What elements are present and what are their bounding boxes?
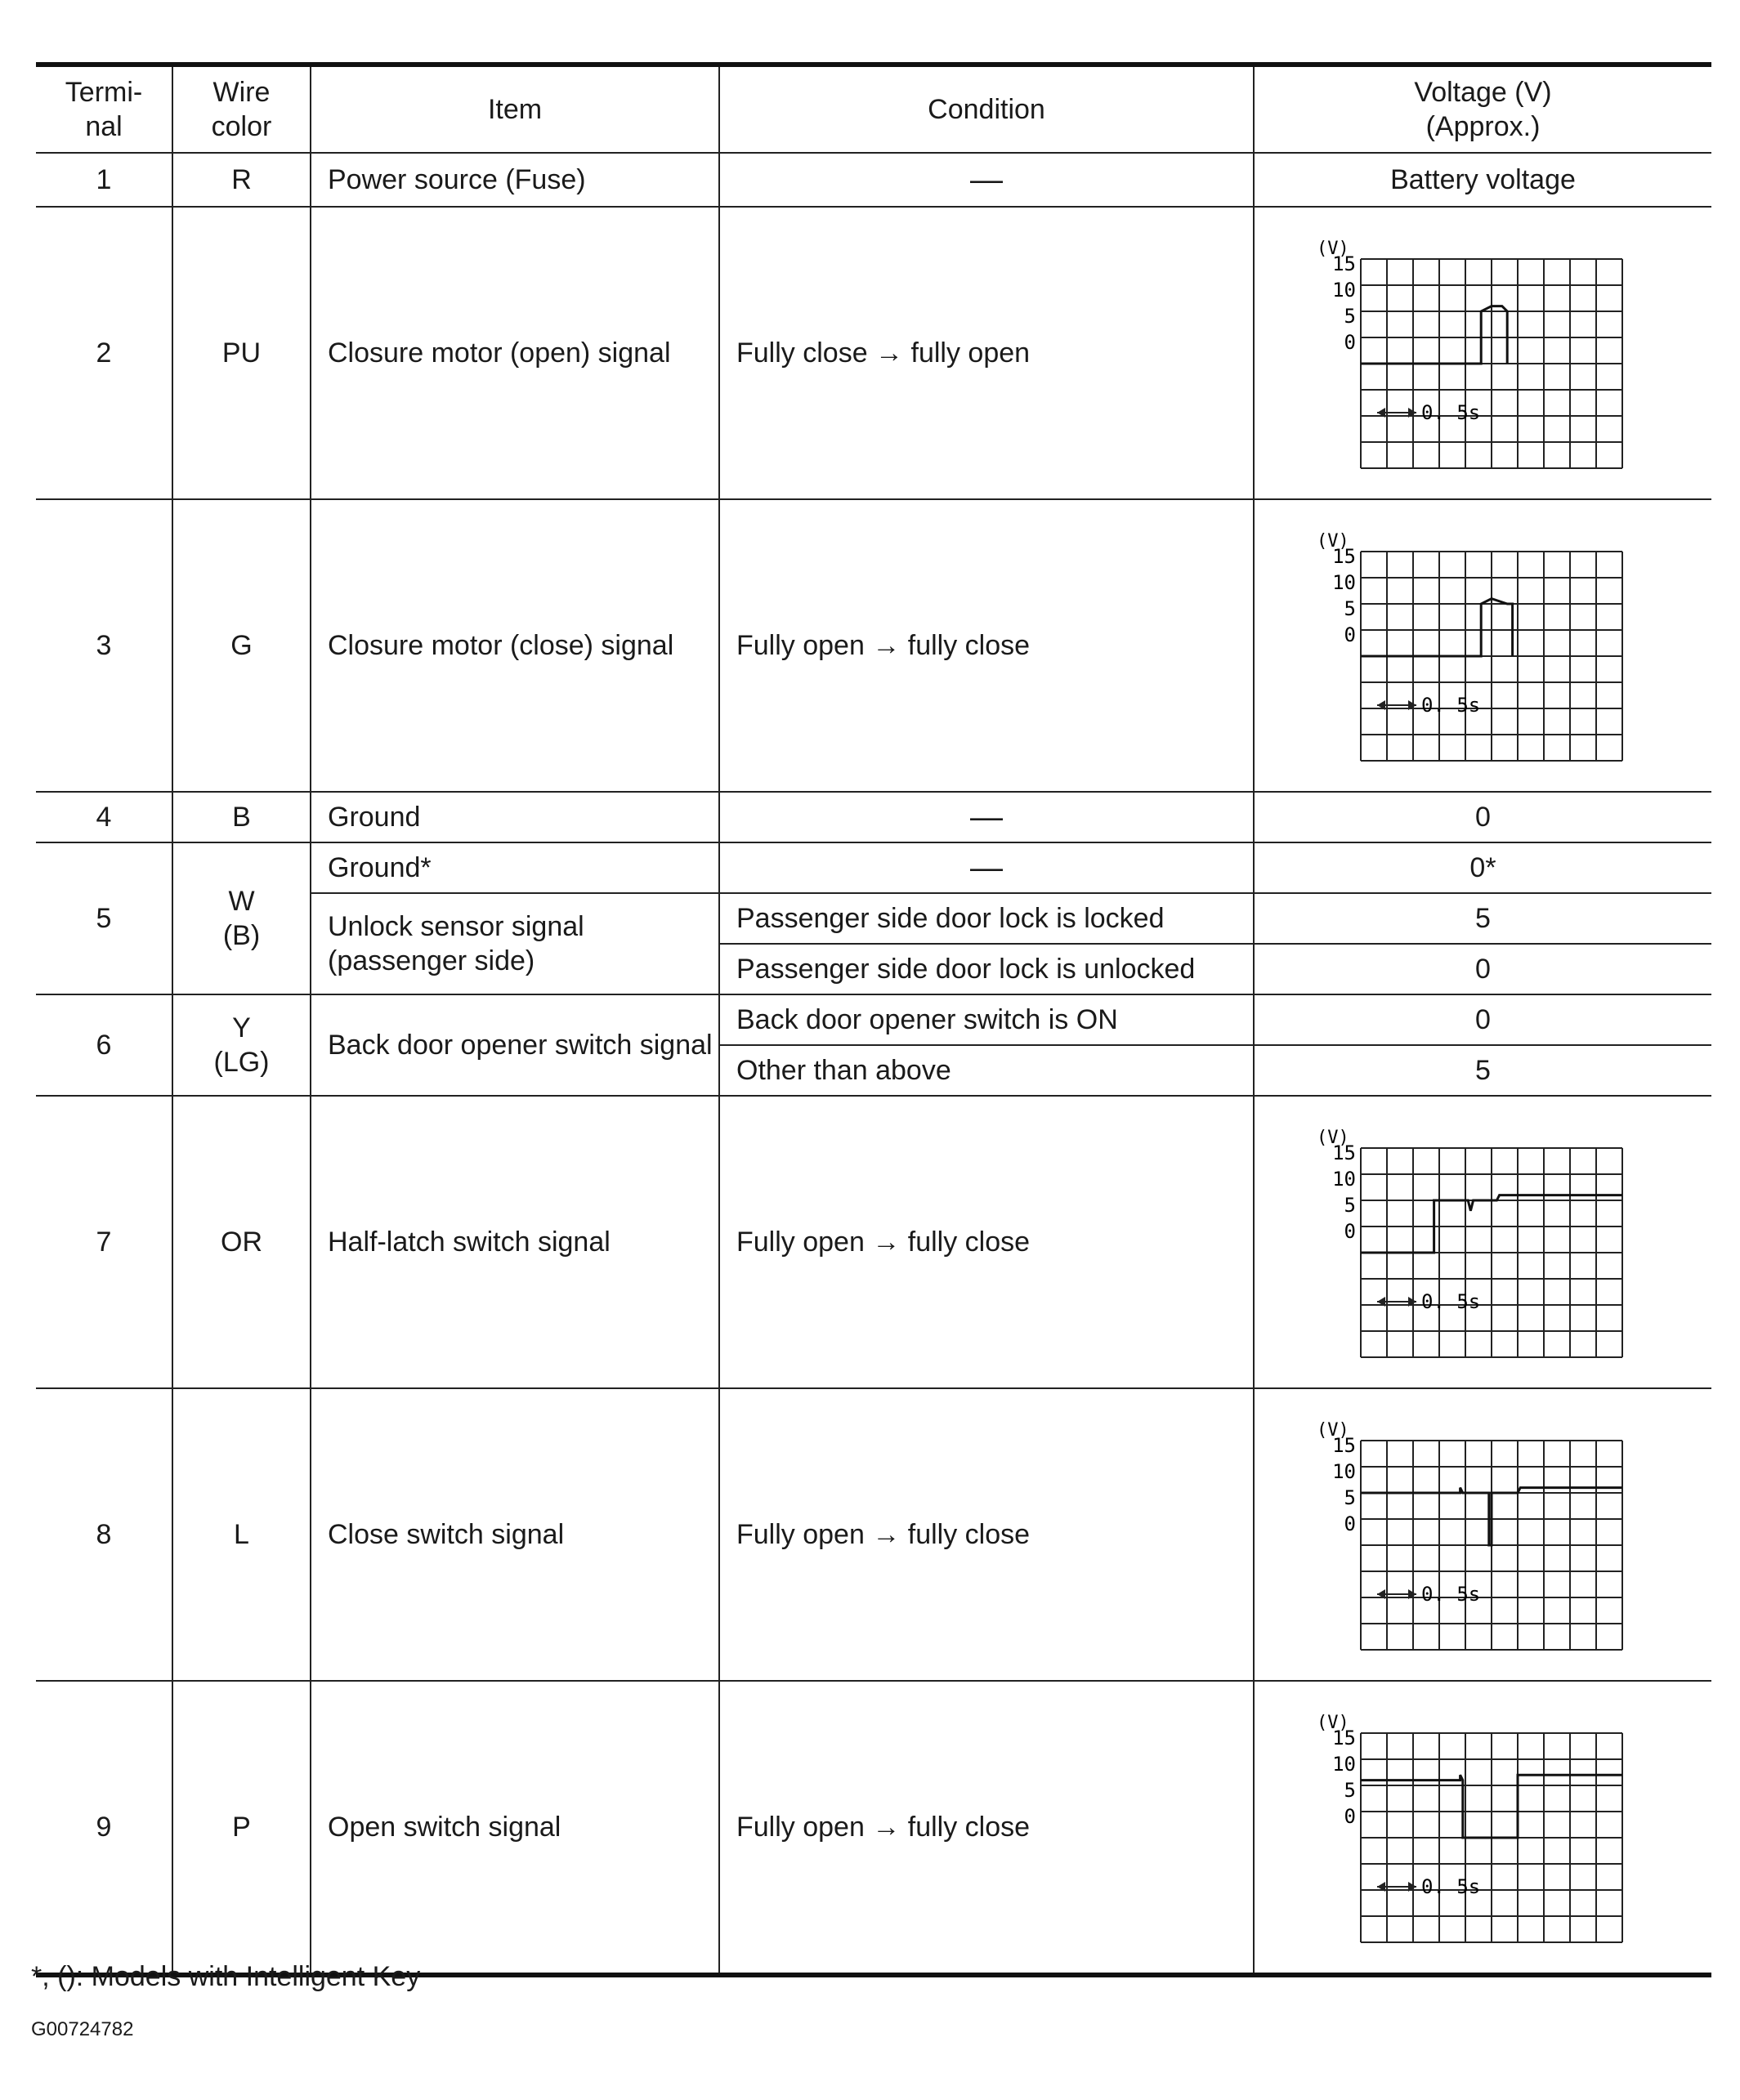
wire-color-cell: B bbox=[172, 792, 311, 842]
terminal-cell: 1 bbox=[36, 153, 172, 207]
axis-tick-label: 10 bbox=[1331, 571, 1356, 594]
axis-tick-label: 5 bbox=[1344, 597, 1356, 620]
condition-cell: — bbox=[719, 153, 1254, 207]
waveform-scope bbox=[1312, 235, 1655, 471]
header-voltage: Voltage (V) (Approx.) bbox=[1254, 65, 1711, 153]
axis-tick-label: 15 bbox=[1331, 1434, 1356, 1457]
table-row bbox=[36, 499, 1711, 792]
condition-cell: Passenger side door lock is unlocked bbox=[719, 944, 1254, 994]
item-cell: Close switch signal bbox=[311, 1388, 719, 1681]
axis-unit-label: (V) bbox=[1316, 531, 1349, 552]
wire-color-cell: G bbox=[172, 499, 311, 792]
item-cell: Back door opener switch signal bbox=[311, 994, 719, 1096]
axis-tick-label: 15 bbox=[1331, 1142, 1356, 1164]
table-row bbox=[36, 994, 1711, 1045]
voltage-waveform-cell bbox=[1254, 1681, 1711, 1975]
condition-cell: Fully open → fully close bbox=[719, 1681, 1254, 1975]
axis-unit-label: (V) bbox=[1316, 1420, 1349, 1441]
terminal-table bbox=[36, 62, 1711, 1977]
condition-cell: Fully open → fully close bbox=[719, 1096, 1254, 1388]
item-cell: Open switch signal bbox=[311, 1681, 719, 1975]
axis-tick-label: 10 bbox=[1331, 279, 1356, 302]
waveform-trace bbox=[1361, 599, 1513, 656]
table-row bbox=[36, 1096, 1711, 1388]
waveform-trace bbox=[1361, 306, 1507, 364]
item-cell: Ground* bbox=[311, 842, 719, 893]
terminal-cell: 5 bbox=[36, 842, 172, 994]
time-div-label: 0. 5s bbox=[1420, 1290, 1480, 1313]
voltage-waveform-cell bbox=[1254, 499, 1711, 792]
axis-tick-label: 0 bbox=[1344, 1805, 1356, 1828]
condition-cell: Passenger side door lock is locked bbox=[719, 893, 1254, 944]
terminal-cell: 3 bbox=[36, 499, 172, 792]
header-wire-color: Wire color bbox=[172, 65, 311, 153]
axis-tick-label: 15 bbox=[1331, 1727, 1356, 1749]
item-cell: Power source (Fuse) bbox=[311, 153, 719, 207]
waveform-scope bbox=[1312, 1416, 1655, 1653]
wire-color-cell: R bbox=[172, 153, 311, 207]
condition-cell: Fully open → fully close bbox=[719, 499, 1254, 792]
waveform-scope bbox=[1312, 527, 1655, 764]
header-condition: Condition bbox=[719, 65, 1254, 153]
figure-code: G00724782 bbox=[31, 2018, 134, 2040]
axis-tick-label: 15 bbox=[1331, 545, 1356, 568]
wire-color-cell: L bbox=[172, 1388, 311, 1681]
waveform-scope bbox=[1312, 1709, 1655, 1946]
axis-tick-label: 0 bbox=[1344, 1220, 1356, 1243]
axis-tick-label: 10 bbox=[1331, 1460, 1356, 1483]
wire-color-cell: W (B) bbox=[172, 842, 311, 994]
condition-cell: Fully open → fully close bbox=[719, 1388, 1254, 1681]
item-cell: Ground bbox=[311, 792, 719, 842]
item-cell: Unlock sensor signal (passenger side) bbox=[311, 893, 719, 994]
table-row bbox=[36, 842, 1711, 893]
axis-unit-label: (V) bbox=[1316, 239, 1349, 259]
voltage-cell: 0 bbox=[1254, 994, 1711, 1045]
table-row bbox=[36, 207, 1711, 499]
terminal-cell: 8 bbox=[36, 1388, 172, 1681]
terminal-cell: 7 bbox=[36, 1096, 172, 1388]
voltage-cell: Battery voltage bbox=[1254, 153, 1711, 207]
wire-color-cell: P bbox=[172, 1681, 311, 1975]
axis-tick-label: 0 bbox=[1344, 1512, 1356, 1535]
axis-tick-label: 5 bbox=[1344, 1194, 1356, 1217]
terminal-cell: 9 bbox=[36, 1681, 172, 1975]
voltage-waveform-cell bbox=[1254, 1096, 1711, 1388]
wire-color-cell: Y (LG) bbox=[172, 994, 311, 1096]
axis-tick-label: 0 bbox=[1344, 623, 1356, 646]
terminal-cell: 4 bbox=[36, 792, 172, 842]
time-div-label: 0. 5s bbox=[1420, 401, 1480, 424]
axis-tick-label: 0 bbox=[1344, 331, 1356, 354]
wire-color-cell: PU bbox=[172, 207, 311, 499]
table-row bbox=[36, 792, 1711, 842]
waveform-trace bbox=[1361, 1488, 1622, 1545]
condition-cell: Back door opener switch is ON bbox=[719, 994, 1254, 1045]
terminal-cell: 6 bbox=[36, 994, 172, 1096]
terminal-cell: 2 bbox=[36, 207, 172, 499]
condition-cell: — bbox=[719, 842, 1254, 893]
header-row bbox=[36, 65, 1711, 153]
voltage-cell: 0 bbox=[1254, 944, 1711, 994]
time-div-label: 0. 5s bbox=[1420, 1875, 1480, 1898]
condition-cell: — bbox=[719, 792, 1254, 842]
voltage-cell: 5 bbox=[1254, 1045, 1711, 1096]
condition-cell: Other than above bbox=[719, 1045, 1254, 1096]
axis-tick-label: 5 bbox=[1344, 1779, 1356, 1802]
header-terminal: Termi- nal bbox=[36, 65, 172, 153]
waveform-scope bbox=[1312, 1124, 1655, 1361]
axis-tick-label: 10 bbox=[1331, 1753, 1356, 1776]
voltage-cell: 5 bbox=[1254, 893, 1711, 944]
table-row bbox=[36, 1681, 1711, 1975]
axis-tick-label: 15 bbox=[1331, 252, 1356, 275]
item-cell: Half-latch switch signal bbox=[311, 1096, 719, 1388]
voltage-cell: 0 bbox=[1254, 792, 1711, 842]
terminal-table-sheet bbox=[36, 62, 1711, 1977]
header-item: Item bbox=[311, 65, 719, 153]
item-cell: Closure motor (close) signal bbox=[311, 499, 719, 792]
table-row bbox=[36, 153, 1711, 207]
voltage-waveform-cell bbox=[1254, 1388, 1711, 1681]
table-row bbox=[36, 1388, 1711, 1681]
condition-cell: Fully close → fully open bbox=[719, 207, 1254, 499]
axis-tick-label: 10 bbox=[1331, 1168, 1356, 1191]
axis-tick-label: 5 bbox=[1344, 1486, 1356, 1509]
axis-unit-label: (V) bbox=[1316, 1713, 1349, 1733]
time-div-label: 0. 5s bbox=[1420, 1583, 1480, 1606]
footnote: *, (): Models with Intelligent Key bbox=[31, 1961, 421, 1992]
item-cell: Closure motor (open) signal bbox=[311, 207, 719, 499]
axis-unit-label: (V) bbox=[1316, 1128, 1349, 1148]
time-div-label: 0. 5s bbox=[1420, 694, 1480, 717]
wire-color-cell: OR bbox=[172, 1096, 311, 1388]
axis-tick-label: 5 bbox=[1344, 305, 1356, 328]
voltage-cell: 0* bbox=[1254, 842, 1711, 893]
voltage-waveform-cell bbox=[1254, 207, 1711, 499]
